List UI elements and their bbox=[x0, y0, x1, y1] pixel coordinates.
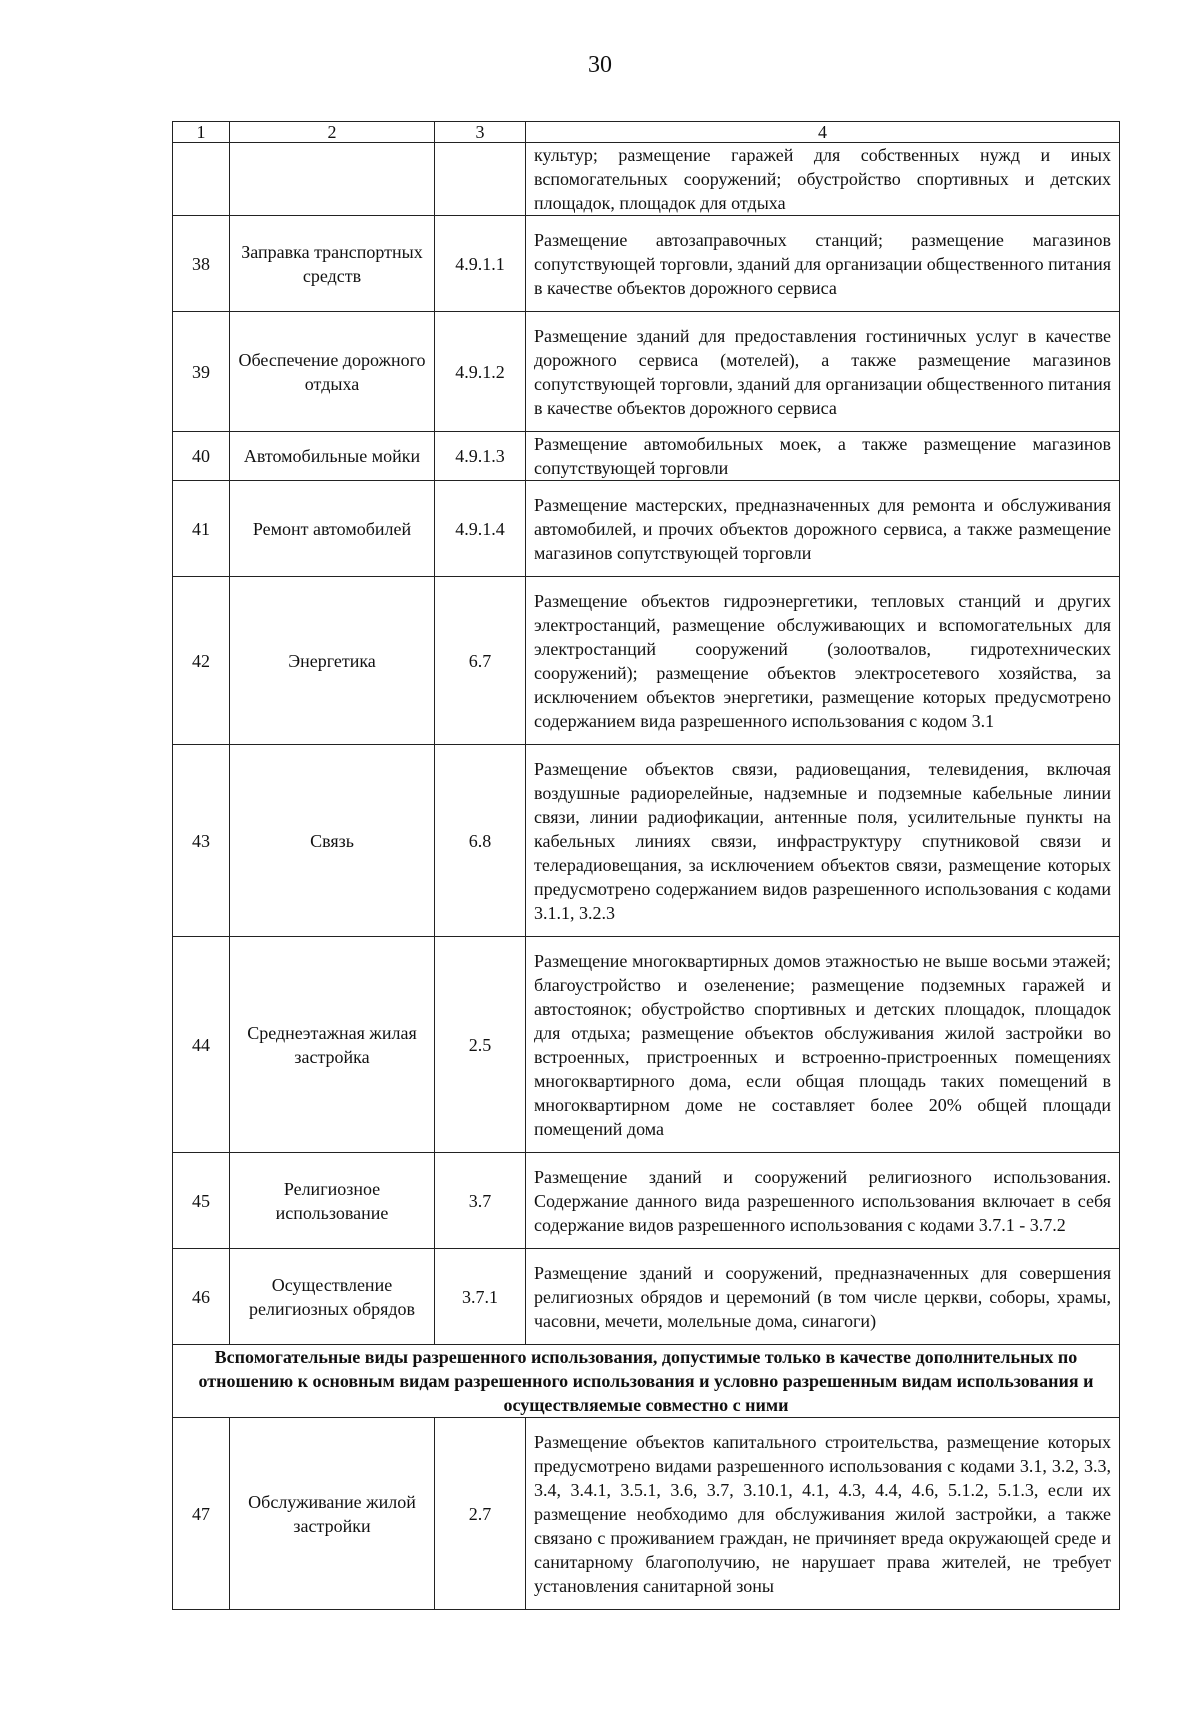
continuation-text: культур; размещение гаражей для собственных нужд и иных вспомогательных сооружений; обустройство спортивных и детских площадок, площадок для отдыха bbox=[526, 143, 1120, 216]
use-code: 4.9.1.4 bbox=[435, 481, 526, 577]
header-row bbox=[173, 122, 1120, 143]
use-name: Обеспечение дорожного отдыха bbox=[230, 312, 435, 432]
use-name: Энергетика bbox=[230, 577, 435, 745]
row-number: 46 bbox=[173, 1249, 230, 1345]
use-description: Размещение мастерских, предназначенных для ремонта и обслуживания автомобилей, и прочих объектов дорожного сервиса, а также размещение магазинов сопутствующей торговли bbox=[526, 481, 1120, 577]
use-code: 3.7.1 bbox=[435, 1249, 526, 1345]
table-row bbox=[173, 1249, 1120, 1345]
use-code: 4.9.1.3 bbox=[435, 432, 526, 481]
row-number: 38 bbox=[173, 216, 230, 312]
continuation-row bbox=[173, 143, 1120, 216]
table-row bbox=[173, 216, 1120, 312]
use-description: Размещение автомобильных моек, а также размещение магазинов сопутствующей торговли bbox=[526, 432, 1120, 481]
table-row bbox=[173, 481, 1120, 577]
use-code: 2.7 bbox=[435, 1418, 526, 1610]
use-name: Осуществление религиозных обрядов bbox=[230, 1249, 435, 1345]
use-description: Размещение объектов гидроэнергетики, тепловых станций и других электростанций, размещение обслуживающих и вспомогательных для электростанций сооружений (золоотвалов, гидротехнических сооружений); размещение объектов электросетевого хозяйства, за исключением объектов энергетики, размещение которых предусмотрено содержанием вида разрешенного использования с кодом 3.1 bbox=[526, 577, 1120, 745]
use-name: Автомобильные мойки bbox=[230, 432, 435, 481]
use-code: 6.7 bbox=[435, 577, 526, 745]
use-name: Обслуживание жилой застройки bbox=[230, 1418, 435, 1610]
use-name: Связь bbox=[230, 745, 435, 937]
row-number: 41 bbox=[173, 481, 230, 577]
use-description: Размещение зданий и сооружений религиозного использования. Содержание данного вида разрешенного использования включает в себя содержание видов разрешенного использования с кодами 3.7.1 - 3.7.2 bbox=[526, 1153, 1120, 1249]
use-code: 4.9.1.1 bbox=[435, 216, 526, 312]
section-heading: Вспомогательные виды разрешенного использования, допустимые только в качестве дополнительных по отношению к основным видам разрешенного использования и условно разрешенным видам использования и осуществляемые совместно с ними bbox=[173, 1345, 1120, 1418]
use-description: Размещение зданий для предоставления гостиничных услуг в качестве дорожного сервиса (мотелей), а также размещение магазинов сопутствующей торговли, зданий для организации общественного питания в качестве объектов дорожного сервиса bbox=[526, 312, 1120, 432]
table-row bbox=[173, 432, 1120, 481]
table-row bbox=[173, 1153, 1120, 1249]
row-number: 43 bbox=[173, 745, 230, 937]
use-description: Размещение объектов связи, радиовещания, телевидения, включая воздушные радиорелейные, надземные и подземные кабельные линии связи, линии радиофикации, антенные поля, усилительные пункты на кабельных линиях связи, инфраструктуру спутниковой связи и телерадиовещания, за исключением объектов связи, размещение которых предусмотрено содержанием видов разрешенного использования с кодами 3.1.1, 3.2.3 bbox=[526, 745, 1120, 937]
use-code: 2.5 bbox=[435, 937, 526, 1153]
use-name: Ремонт автомобилей bbox=[230, 481, 435, 577]
use-description: Размещение зданий и сооружений, предназначенных для совершения религиозных обрядов и церемоний (в том числе церкви, соборы, храмы, часовни, мечети, молельные дома, синагоги) bbox=[526, 1249, 1120, 1345]
row-number: 47 bbox=[173, 1418, 230, 1610]
use-name: Религиозное использование bbox=[230, 1153, 435, 1249]
table-row bbox=[173, 937, 1120, 1153]
use-code: 3.7 bbox=[435, 1153, 526, 1249]
use-name: Среднеэтажная жилая застройка bbox=[230, 937, 435, 1153]
table-row bbox=[173, 1418, 1120, 1610]
column-header: 2 bbox=[230, 122, 435, 143]
use-code: 4.9.1.2 bbox=[435, 312, 526, 432]
table-row bbox=[173, 745, 1120, 937]
use-description: Размещение многоквартирных домов этажностью не выше восьми этажей; благоустройство и озеленение; размещение подземных гаражей и автостоянок; обустройство спортивных и детских площадок, площадок для отдыха; размещение объектов обслуживания жилой застройки во встроенных, пристроенных и встроенно-пристроенных помещениях многоквартирного дома, если общая площадь таких помещений в многоквартирном доме не составляет более 20% общей площади помещений дома bbox=[526, 937, 1120, 1153]
table-row bbox=[173, 312, 1120, 432]
section-heading-row bbox=[173, 1345, 1120, 1418]
column-header: 4 bbox=[526, 122, 1120, 143]
use-code: 6.8 bbox=[435, 745, 526, 937]
page-number: 30 bbox=[588, 52, 612, 78]
permitted-use-table bbox=[172, 121, 1120, 1610]
row-number: 42 bbox=[173, 577, 230, 745]
use-description: Размещение объектов капитального строительства, размещение которых предусмотрено видами разрешенного использования с кодами 3.1, 3.2, 3.3, 3.4, 3.4.1, 3.5.1, 3.6, 3.7, 3.10.1, 4.1, 4.3, 4.4, 4.6, 5.1.2, 5.1.3, если их размещение необходимо для обслуживания жилой застройки, а также связано с проживанием граждан, не причиняет вреда окружающей среде и санитарному благополучию, не нарушает права жителей, не требует установления санитарной зоны bbox=[526, 1418, 1120, 1610]
column-header: 3 bbox=[435, 122, 526, 143]
table-row bbox=[173, 577, 1120, 745]
row-number: 44 bbox=[173, 937, 230, 1153]
use-description: Размещение автозаправочных станций; размещение магазинов сопутствующей торговли, зданий для организации общественного питания в качестве объектов дорожного сервиса bbox=[526, 216, 1120, 312]
row-number: 45 bbox=[173, 1153, 230, 1249]
use-name: Заправка транспортных средств bbox=[230, 216, 435, 312]
row-number: 40 bbox=[173, 432, 230, 481]
row-number: 39 bbox=[173, 312, 230, 432]
column-header: 1 bbox=[173, 122, 230, 143]
